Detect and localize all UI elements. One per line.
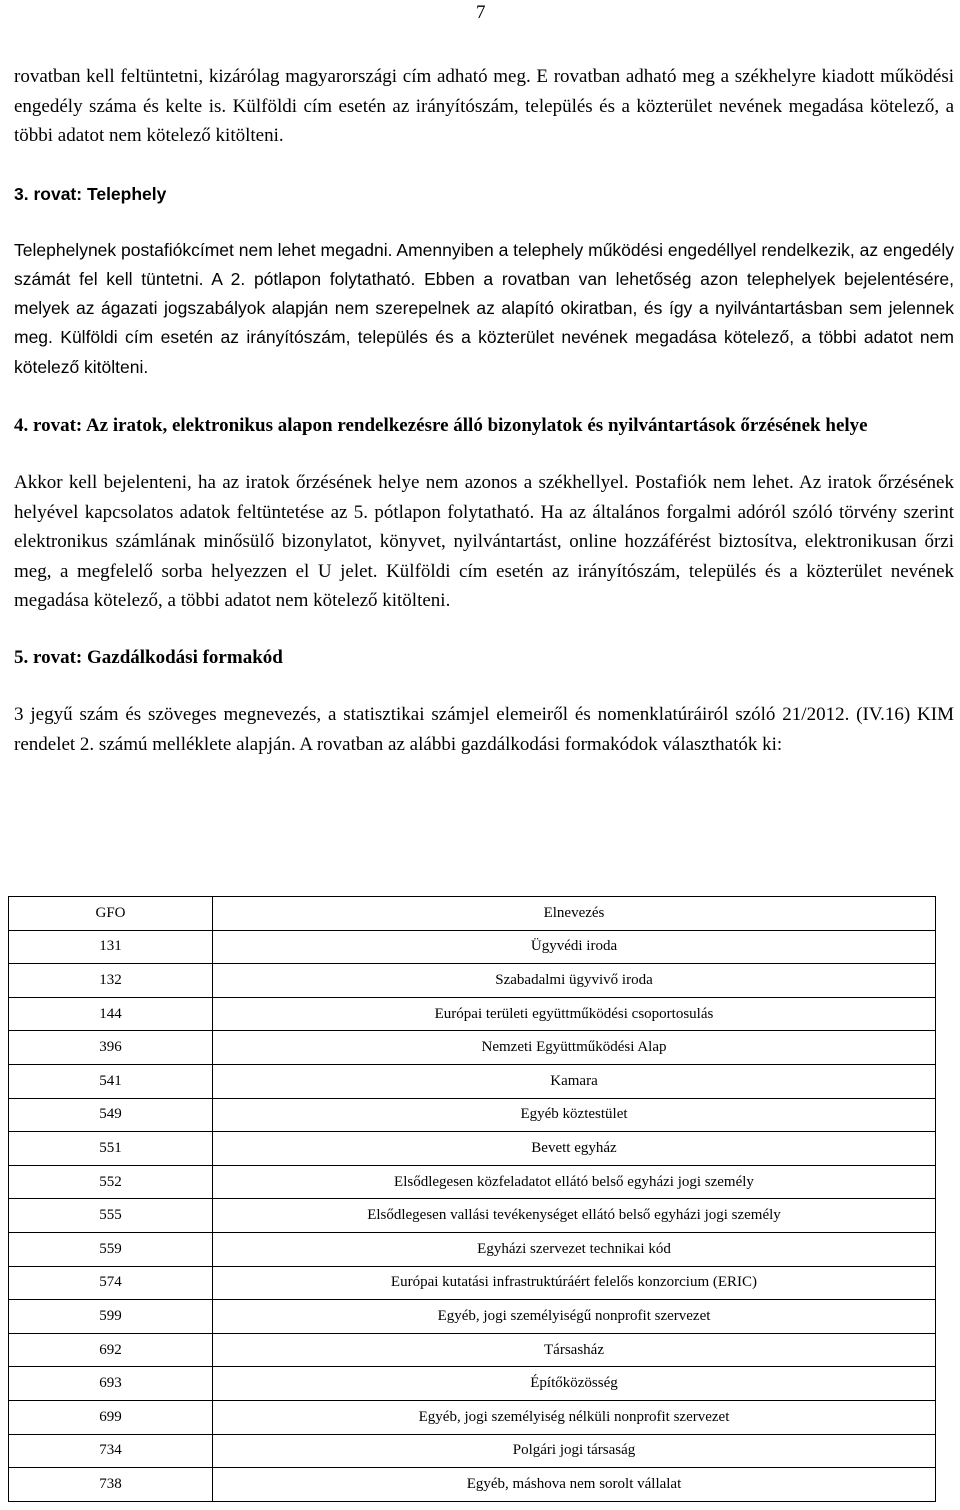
gfo-table: [8, 896, 936, 1502]
table-row: [9, 1300, 936, 1334]
gfo-code-cell: 555: [9, 1199, 213, 1233]
section-5-paragraph: [14, 700, 954, 759]
text-line: Akkor kell bejelenteni, ha az iratok őrzésének helye nem azonos a székhellyel. Postafiók nem: [14, 472, 746, 494]
text-line: település és a közterület nevének megadása kötelező, a többi adatot nem kötelező kitölteni.: [14, 95, 955, 146]
gfo-name-cell: Egyéb köztestület: [213, 1098, 936, 1132]
gfo-name-cell: Bevett egyház: [213, 1132, 936, 1166]
table-row: [9, 1064, 936, 1098]
text-line: lehet. Az iratok őrzésének helyével kapcsolatos adatok feltüntetése az 5. pótlapon folytatható.: [14, 472, 954, 523]
document-body: [14, 62, 954, 759]
table-row: [9, 1098, 936, 1132]
gfo-code-cell: 692: [9, 1333, 213, 1367]
gfo-code-cell: 396: [9, 1031, 213, 1065]
table-row: [9, 1132, 936, 1166]
table-body: [9, 930, 936, 1501]
gfo-code-cell: 552: [9, 1165, 213, 1199]
heading-line: nyilvántartások őrzésének helye: [607, 414, 868, 436]
gfo-code-cell: 699: [9, 1400, 213, 1434]
table-row: [9, 997, 936, 1031]
text-line: engedéllyel rendelkezik, az engedély számát fel kell tüntetni. A 2. pótlapon folytatható. Ebben: [14, 239, 954, 289]
table-row: [9, 1333, 936, 1367]
gfo-name-cell: Európai területi együttműködési csoportosulás: [213, 997, 936, 1031]
section-5-heading: 5. rovat: Gazdálkodási formakód: [14, 646, 283, 668]
gfo-code-cell: 599: [9, 1300, 213, 1334]
table-row: [9, 1266, 936, 1300]
page-number: 7: [476, 2, 486, 23]
section-4-heading: [14, 411, 954, 441]
table-row: [9, 1468, 936, 1502]
table-row: [9, 1165, 936, 1199]
gfo-name-cell: Ügyvédi iroda: [213, 930, 936, 964]
text-line: Telephelynek postafiókcímet nem lehet megadni. Amennyiben a telephely működési: [14, 239, 664, 260]
text-line: megfelelő sorba helyezzen el U jelet. Külföldi cím esetén az irányítószám, település és a: [76, 560, 798, 582]
gfo-code-cell: 144: [9, 997, 213, 1031]
text-line: szóló 21/2012. (IV.16) KIM rendelet 2. számú melléklete alapján. A rovatban az alábbi: [14, 704, 954, 755]
text-line: bizonylatot, könyvet, nyilvántartást, online hozzáférést biztosítva, elektronikusan őrzi meg, a: [14, 531, 955, 582]
gfo-name-cell: Egyházi szervezet technikai kód: [213, 1232, 936, 1266]
text-line: rovatban kell feltüntetni, kizárólag magyarországi cím adható meg. E rovatban adható meg a: [14, 66, 730, 87]
gfo-name-cell: Társasház: [213, 1333, 936, 1367]
gfo-name-cell: Nemzeti Együttműködési Alap: [213, 1031, 936, 1065]
column-header-gfo: GFO: [9, 897, 213, 931]
gfo-code-cell: 738: [9, 1468, 213, 1502]
section-3-paragraph: [14, 236, 954, 382]
text-line: székhelyre kiadott működési engedély száma és kelte is. Külföldi cím esetén az irányítószám,: [14, 66, 954, 117]
heading-line: 4. rovat: Az iratok, elektronikus alapon rendelkezésre álló bizonylatok és: [14, 414, 604, 436]
table-row: [9, 930, 936, 964]
gfo-code-cell: 541: [9, 1064, 213, 1098]
text-line: Ha az általános forgalmi adóról szóló törvény szerint elektronikus számlának minősülő: [14, 501, 954, 553]
text-line: gazdálkodási formakódok választhatók ki:: [460, 733, 783, 755]
gfo-code-cell: 734: [9, 1434, 213, 1468]
table-row: [9, 1232, 936, 1266]
gfo-code-cell: 549: [9, 1098, 213, 1132]
text-line: közterület nevének megadása kötelező, a többi adatot nem kötelező kitölteni.: [14, 560, 955, 612]
gfo-name-cell: Kamara: [213, 1064, 936, 1098]
section-4-paragraph: [14, 468, 954, 616]
text-line: többi adatot nem kötelező kitölteni.: [14, 327, 954, 377]
text-line: 3 jegyű szám és szöveges megnevezés, a statisztikai számjel elemeiről és nomenklatúráiról: [14, 704, 729, 726]
text-line: a rovatban van lehetőség azon telephelyek bejelentésére, melyek az ágazati jogszabályok: [14, 268, 954, 319]
table-row: [9, 1199, 936, 1233]
gfo-code-cell: 551: [9, 1132, 213, 1166]
table-row: [9, 1031, 936, 1065]
text-line: alapján nem szerepelnek az alapító okiratban, és így a nyilvántartásban sem jelennek meg.: [14, 298, 954, 348]
text-line: Külföldi cím esetén az irányítószám, település és a közterület nevének megadása kötelező, a: [60, 327, 812, 348]
gfo-code-cell: 693: [9, 1367, 213, 1401]
gfo-code-cell: 132: [9, 964, 213, 998]
column-header-name: Elnevezés: [213, 897, 936, 931]
gfo-name-cell: Elsődlegesen közfeladatot ellátó belső egyházi jogi személy: [213, 1165, 936, 1199]
gfo-code-cell: 559: [9, 1232, 213, 1266]
table-row: [9, 964, 936, 998]
gfo-code-cell: 574: [9, 1266, 213, 1300]
gfo-name-cell: Egyéb, jogi személyiségű nonprofit szervezet: [213, 1300, 936, 1334]
gfo-name-cell: Egyéb, máshova nem sorolt vállalat: [213, 1468, 936, 1502]
gfo-name-cell: Polgári jogi társaság: [213, 1434, 936, 1468]
gfo-name-cell: Egyéb, jogi személyiség nélküli nonprofit szervezet: [213, 1400, 936, 1434]
gfo-name-cell: Európai kutatási infrastruktúráért felelős konzorcium (ERIC): [213, 1266, 936, 1300]
table-row: [9, 1400, 936, 1434]
table-row: [9, 1434, 936, 1468]
intro-paragraph: [14, 62, 954, 151]
gfo-name-cell: Építőközösség: [213, 1367, 936, 1401]
gfo-code-cell: 131: [9, 930, 213, 964]
table-row: [9, 1367, 936, 1401]
table-header-row: [9, 897, 936, 931]
gfo-name-cell: Elsődlegesen vallási tevékenységet ellátó belső egyházi jogi személy: [213, 1199, 936, 1233]
section-3-heading: 3. rovat: Telephely: [14, 183, 167, 204]
gfo-name-cell: Szabadalmi ügyvivő iroda: [213, 964, 936, 998]
